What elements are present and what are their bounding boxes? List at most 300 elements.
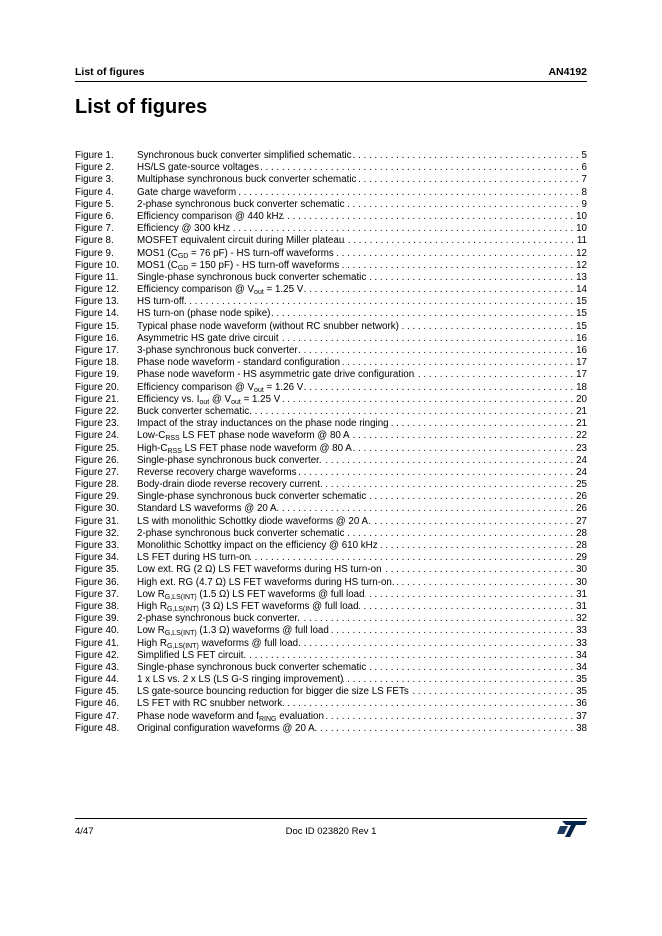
- figure-entry[interactable]: [75, 150, 587, 162]
- figure-number: Figure 26.: [75, 454, 120, 466]
- figure-entry[interactable]: [75, 711, 587, 723]
- figure-entry[interactable]: [75, 613, 587, 625]
- figure-entry[interactable]: [75, 248, 587, 260]
- caption-text: LS FET phase node waveform @ 80 A: [181, 442, 352, 454]
- caption-text: Multiphase synchronous buck converter schematic: [137, 174, 357, 186]
- figure-entry[interactable]: [75, 503, 587, 515]
- dot-leader: [230, 223, 576, 235]
- figure-page: 12: [576, 247, 587, 259]
- caption-text: High R: [137, 637, 167, 649]
- figure-number: Figure 29.: [75, 491, 120, 503]
- caption-subscript: out: [254, 289, 264, 297]
- figure-page: 16: [576, 332, 587, 344]
- figure-number: Figure 23.: [75, 418, 120, 430]
- figure-caption: [137, 443, 352, 455]
- figure-page: 31: [576, 588, 587, 600]
- dot-leader: [250, 552, 576, 564]
- figure-caption: [137, 601, 359, 613]
- figure-entry[interactable]: [75, 187, 587, 199]
- figure-page: 35: [576, 674, 587, 686]
- figure-entry[interactable]: [75, 674, 587, 686]
- caption-text: Single-phase synchronous buck converter schematic: [137, 271, 367, 283]
- figure-number: Figure 45.: [75, 686, 120, 698]
- figure-caption: [137, 577, 395, 589]
- figure-entry[interactable]: [75, 345, 587, 357]
- figure-caption: [137, 467, 297, 479]
- figure-entry[interactable]: [75, 430, 587, 442]
- figure-page: 36: [576, 698, 587, 710]
- figure-number: Figure 32.: [75, 527, 120, 539]
- figure-entry[interactable]: [75, 418, 587, 430]
- figure-page: 31: [576, 600, 587, 612]
- figure-page: 16: [576, 345, 587, 356]
- figure-number: Figure 2.: [75, 162, 114, 174]
- figure-entry[interactable]: [75, 577, 587, 589]
- caption-text: High ext. RG (4.7 Ω) LS FET waveforms during HS turn-on.: [137, 576, 395, 588]
- figure-entry[interactable]: [75, 162, 587, 174]
- caption-text: Efficiency @ 300 kHz: [137, 223, 231, 235]
- dot-leader: [350, 430, 577, 442]
- figure-entry[interactable]: [75, 333, 587, 345]
- figure-number: Figure 36.: [75, 576, 120, 588]
- dot-leader: [389, 418, 576, 430]
- figure-caption: [137, 211, 283, 223]
- figure-entry[interactable]: [75, 589, 587, 601]
- dot-leader: [366, 491, 576, 503]
- figure-number: Figure 9.: [75, 247, 114, 259]
- caption-text: High-C: [137, 442, 168, 454]
- figure-page: 23: [576, 442, 587, 454]
- figure-caption: [137, 686, 409, 698]
- figure-entry[interactable]: [75, 284, 587, 296]
- caption-text: = 1.26 V: [263, 381, 304, 393]
- caption-subscript: G,LS(INT): [166, 642, 199, 650]
- figure-entry[interactable]: [75, 296, 587, 308]
- caption-text: Gate charge waveform: [137, 186, 237, 198]
- figure-page: 24: [576, 466, 587, 478]
- figure-page: 9: [581, 198, 587, 210]
- caption-text: Original configuration waveforms @ 20 A: [137, 722, 315, 734]
- figure-list: [75, 150, 587, 735]
- figure-caption: [137, 394, 280, 406]
- dot-leader: [236, 187, 581, 199]
- figure-caption: [137, 503, 277, 515]
- figure-entry[interactable]: [75, 698, 587, 710]
- figure-number: Figure 25.: [75, 442, 120, 454]
- figure-page: 33: [576, 637, 587, 649]
- dot-leader: [378, 540, 576, 552]
- dot-leader: [270, 308, 576, 320]
- caption-subscript: GD: [177, 264, 189, 272]
- figure-caption: [137, 711, 324, 723]
- figure-page: 13: [576, 271, 587, 283]
- figure-number: Figure 35.: [75, 564, 120, 576]
- figure-page: 30: [576, 576, 587, 588]
- figure-entry[interactable]: [75, 516, 587, 528]
- caption-subscript: G,LS(INT): [164, 593, 197, 601]
- caption-subscript: out: [231, 398, 241, 406]
- figure-page: 38: [576, 722, 587, 734]
- figure-caption: [137, 528, 344, 540]
- figure-caption: [137, 613, 300, 625]
- figure-entry[interactable]: [75, 552, 587, 564]
- caption-text: @ V: [209, 393, 232, 405]
- dot-leader: [279, 333, 577, 345]
- figure-caption: [137, 406, 252, 418]
- figure-number: Figure 20.: [75, 381, 120, 393]
- figure-caption: [137, 260, 339, 272]
- figure-page: 5: [581, 150, 587, 161]
- figure-page: 33: [576, 625, 587, 637]
- dot-leader: [339, 260, 576, 272]
- figure-number: Figure 15.: [75, 320, 120, 332]
- figure-entry[interactable]: [75, 723, 587, 735]
- figure-caption: [137, 638, 298, 650]
- figure-page: 32: [576, 613, 587, 625]
- figure-caption: [137, 321, 399, 333]
- caption-text: Phase node waveform and f: [137, 710, 259, 722]
- dot-leader: [343, 674, 576, 686]
- figure-page: 29: [576, 552, 587, 564]
- dot-leader: [371, 516, 576, 528]
- figure-page: 10: [576, 223, 587, 235]
- figure-caption: [137, 540, 378, 552]
- figure-entry[interactable]: [75, 394, 587, 406]
- figure-caption: [137, 272, 366, 284]
- figure-caption: [137, 589, 365, 601]
- figure-caption: [137, 369, 414, 381]
- figure-number: Figure 44.: [75, 674, 120, 686]
- dot-leader: [356, 174, 581, 186]
- figure-caption: [137, 516, 371, 528]
- figure-caption: [137, 674, 343, 686]
- figure-page: 21: [576, 418, 587, 430]
- figure-caption: [137, 418, 389, 430]
- figure-entry[interactable]: [75, 601, 587, 613]
- figure-entry[interactable]: [75, 443, 587, 455]
- figure-entry[interactable]: [75, 211, 587, 223]
- figure-page: 26: [576, 491, 587, 503]
- figure-caption: [137, 345, 298, 357]
- caption-text: Asymmetric HS gate drive circuit: [137, 332, 279, 344]
- figure-number: Figure 30.: [75, 503, 120, 515]
- header-doc-id: AN4192: [548, 66, 587, 78]
- figure-number: Figure 1.: [75, 150, 114, 161]
- figure-number: Figure 14.: [75, 308, 120, 320]
- caption-text: Low-C: [137, 430, 166, 442]
- figure-entry[interactable]: [75, 564, 587, 576]
- figure-caption: [137, 333, 279, 345]
- figure-page: 17: [576, 357, 587, 369]
- figure-number: Figure 21.: [75, 393, 120, 405]
- figure-caption: [137, 698, 282, 710]
- figure-caption: [137, 491, 366, 503]
- figure-entry[interactable]: [75, 321, 587, 333]
- figure-entry[interactable]: [75, 491, 587, 503]
- dot-leader: [352, 150, 582, 162]
- figure-entry[interactable]: [75, 223, 587, 235]
- caption-text: Phase node waveform - HS asymmetric gate drive configuration: [137, 369, 415, 381]
- figure-page: 15: [576, 308, 587, 320]
- dot-leader: [298, 345, 576, 357]
- dot-leader: [395, 577, 576, 589]
- caption-subscript: out: [199, 398, 210, 406]
- header-rule: [75, 81, 587, 82]
- dot-leader: [259, 162, 582, 174]
- caption-text: 1 x LS vs. 2 x LS (LS G-S ringing improvement): [137, 674, 344, 686]
- caption-text: HS turn-off: [137, 296, 185, 308]
- figure-caption: [137, 650, 246, 662]
- caption-text: = 76 pF) - HS turn-off waveforms: [188, 247, 334, 259]
- caption-text: 2-phase synchronous buck converter.: [137, 613, 300, 625]
- figure-caption: [137, 296, 184, 308]
- figure-caption: [137, 248, 334, 260]
- figure-caption: [137, 564, 382, 576]
- figure-entry[interactable]: [75, 382, 587, 394]
- figure-caption: [137, 162, 259, 174]
- figure-entry[interactable]: [75, 662, 587, 674]
- caption-text: Low R: [137, 588, 165, 600]
- dot-leader: [324, 711, 576, 723]
- figure-caption: [137, 625, 329, 637]
- figure-page: 30: [576, 564, 587, 576]
- caption-text: Buck converter schematic.: [137, 405, 252, 417]
- dot-leader: [366, 272, 576, 284]
- figure-number: Figure 43.: [75, 661, 120, 673]
- figure-caption: [137, 199, 344, 211]
- dot-leader: [399, 321, 576, 333]
- figure-page: 28: [576, 540, 587, 551]
- figure-entry[interactable]: [75, 406, 587, 418]
- figure-page: 24: [576, 454, 587, 466]
- dot-leader: [315, 723, 576, 735]
- figure-caption: [137, 308, 270, 320]
- figure-entry[interactable]: [75, 272, 587, 284]
- dot-leader: [282, 698, 576, 710]
- figure-number: Figure 27.: [75, 466, 120, 478]
- dot-leader: [382, 564, 577, 576]
- figure-number: Figure 31.: [75, 515, 120, 527]
- caption-text: Phase node waveform - standard configuration: [137, 357, 341, 369]
- caption-text: Efficiency vs. I: [137, 393, 200, 405]
- caption-text: Standard LS waveforms @ 20 A: [137, 503, 277, 515]
- figure-caption: [137, 284, 303, 296]
- caption-text: (1.5 Ω) LS FET waveforms @ full load: [196, 588, 365, 600]
- caption-text: 2-phase synchronous buck converter schematic: [137, 198, 345, 210]
- caption-text: Simplified LS FET circuit.: [137, 649, 247, 661]
- figure-entry[interactable]: [75, 650, 587, 662]
- caption-text: HS/LS gate-source voltages: [137, 162, 259, 174]
- figure-entry[interactable]: [75, 625, 587, 637]
- caption-text: Efficiency comparison @ V: [137, 284, 255, 296]
- caption-text: (3 Ω) LS FET waveforms @ full load: [198, 600, 359, 612]
- dot-leader: [359, 601, 577, 613]
- caption-text: Low ext. RG (2 Ω) LS FET waveforms during HS turn-on: [137, 564, 382, 576]
- figure-page: 25: [576, 479, 587, 491]
- dot-leader: [322, 455, 576, 467]
- dot-leader: [365, 589, 577, 601]
- figure-page: 37: [576, 710, 587, 722]
- figure-page: 26: [576, 503, 587, 515]
- caption-text: Low R: [137, 625, 165, 637]
- figure-number: Figure 24.: [75, 430, 120, 442]
- figure-number: Figure 8.: [75, 235, 114, 247]
- dot-leader: [352, 443, 576, 455]
- figure-page: 15: [576, 296, 587, 308]
- figure-entry[interactable]: [75, 686, 587, 698]
- figure-entry[interactable]: [75, 357, 587, 369]
- figure-entry[interactable]: [75, 199, 587, 211]
- figure-page: 34: [576, 649, 587, 661]
- dot-leader: [297, 467, 577, 479]
- dot-leader: [277, 503, 577, 515]
- caption-text: LS FET phase node waveform @ 80 A: [179, 430, 350, 442]
- caption-subscript: GD: [177, 252, 189, 260]
- figure-number: Figure 42.: [75, 649, 120, 661]
- figure-page: 21: [576, 405, 587, 417]
- caption-text: Single-phase synchronous buck converter schematic: [137, 661, 367, 673]
- figure-number: Figure 11.: [75, 271, 119, 283]
- dot-leader: [283, 211, 576, 223]
- caption-subscript: RSS: [165, 435, 180, 443]
- figure-page: 17: [576, 369, 587, 381]
- figure-caption: [137, 662, 366, 674]
- figure-number: Figure 17.: [75, 345, 120, 356]
- caption-text: HS turn-on (phase node spike): [137, 308, 271, 320]
- figure-entry[interactable]: [75, 540, 587, 552]
- caption-subscript: G,LS(INT): [164, 630, 197, 638]
- header-section-title: List of figures: [75, 66, 145, 78]
- figure-entry[interactable]: [75, 479, 587, 491]
- dot-leader: [414, 369, 576, 381]
- figure-number: Figure 3.: [75, 174, 114, 186]
- figure-number: Figure 22.: [75, 405, 120, 417]
- figure-number: Figure 48.: [75, 722, 120, 734]
- figure-caption: [137, 150, 352, 162]
- figure-number: Figure 37.: [75, 588, 120, 600]
- figure-caption: [137, 235, 344, 247]
- caption-text: Efficiency comparison @ V: [137, 381, 255, 393]
- figure-number: Figure 18.: [75, 357, 120, 369]
- footer-doc-id: Doc ID 023820 Rev 1: [285, 826, 377, 837]
- dot-leader: [344, 528, 576, 540]
- dot-leader: [344, 235, 577, 247]
- dot-leader: [280, 394, 576, 406]
- figure-page: 6: [581, 162, 587, 174]
- caption-text: Synchronous buck converter simplified schematic: [137, 150, 352, 161]
- caption-subscript: G,LS(INT): [166, 605, 199, 613]
- figure-caption: [137, 357, 340, 369]
- figure-number: Figure 34.: [75, 552, 120, 564]
- figure-caption: [137, 430, 350, 442]
- figure-page: 11: [576, 235, 587, 247]
- page-title: List of figures: [75, 96, 208, 118]
- caption-subscript: RING: [259, 715, 277, 723]
- caption-text: LS with monolithic Schottky diode waveforms @ 20 A.: [137, 515, 371, 527]
- caption-text: waveforms @ full load: [198, 637, 299, 649]
- caption-text: evaluation: [276, 710, 324, 722]
- figure-entry[interactable]: [75, 638, 587, 650]
- figure-caption: [137, 723, 315, 735]
- figure-page: 27: [576, 515, 587, 527]
- figure-entry[interactable]: [75, 260, 587, 272]
- figure-number: Figure 16.: [75, 332, 120, 344]
- figure-caption: [137, 455, 322, 467]
- caption-text: Impact of the stray inductances on the phase node ringing: [137, 418, 389, 430]
- figure-page: 18: [576, 381, 587, 393]
- caption-text: MOS1 (C: [137, 247, 178, 259]
- figure-number: Figure 41.: [75, 637, 120, 649]
- caption-text: Efficiency comparison @ 440 kHz: [137, 210, 284, 222]
- figure-page: 7: [581, 174, 587, 186]
- dot-leader: [329, 625, 576, 637]
- caption-text: 2-phase synchronous buck converter schematic: [137, 527, 345, 539]
- caption-text: = 1.25 V: [240, 393, 281, 405]
- caption-text: LS FET with RC snubber network: [137, 698, 283, 710]
- caption-text: Body-drain diode reverse recovery current.: [137, 479, 323, 491]
- figure-entry[interactable]: [75, 369, 587, 381]
- caption-text: High R: [137, 600, 167, 612]
- figure-caption: [137, 174, 356, 186]
- figure-number: Figure 39.: [75, 613, 120, 625]
- figure-number: Figure 12.: [75, 284, 120, 296]
- figure-page: 15: [576, 320, 587, 332]
- caption-subscript: RSS: [167, 447, 182, 455]
- figure-number: Figure 6.: [75, 210, 114, 222]
- figure-number: Figure 7.: [75, 223, 114, 235]
- figure-page: 10: [576, 210, 587, 222]
- page-number: 4/47: [75, 826, 94, 837]
- figure-entry[interactable]: [75, 455, 587, 467]
- caption-subscript: out: [254, 386, 264, 394]
- figure-page: 22: [576, 430, 587, 442]
- figure-number: Figure 33.: [75, 540, 120, 551]
- caption-text: Single-phase synchronous buck converter schematic: [137, 491, 367, 503]
- dot-leader: [323, 479, 576, 491]
- dot-leader: [366, 662, 576, 674]
- caption-text: Single-phase synchronous buck converter.: [137, 454, 322, 466]
- caption-text: (1.3 Ω) waveforms @ full load: [196, 625, 329, 637]
- figure-number: Figure 40.: [75, 625, 120, 637]
- figure-number: Figure 5.: [75, 198, 114, 210]
- caption-text: 3-phase synchronous buck converter: [137, 345, 298, 356]
- figure-entry[interactable]: [75, 174, 587, 186]
- figure-page: 35: [576, 686, 587, 698]
- dot-leader: [303, 284, 576, 296]
- st-logo-icon: [556, 820, 588, 838]
- figure-entry[interactable]: [75, 467, 587, 479]
- dot-leader: [409, 686, 576, 698]
- caption-text: MOSFET equivalent circuit during Miller plateau: [137, 235, 345, 247]
- figure-number: Figure 46.: [75, 698, 120, 710]
- figure-entry[interactable]: [75, 528, 587, 540]
- figure-caption: [137, 187, 236, 199]
- figure-page: 28: [576, 527, 587, 539]
- figure-entry[interactable]: [75, 308, 587, 320]
- dot-leader: [303, 382, 576, 394]
- figure-page: 8: [581, 186, 587, 198]
- figure-page: 14: [576, 284, 587, 296]
- figure-number: Figure 38.: [75, 600, 120, 612]
- caption-text: = 150 pF) - HS turn-off waveforms: [188, 259, 340, 271]
- figure-page: 20: [576, 393, 587, 405]
- figure-number: Figure 13.: [75, 296, 120, 308]
- figure-entry[interactable]: [75, 235, 587, 247]
- figure-page: 34: [576, 661, 587, 673]
- caption-text: MOS1 (C: [137, 259, 178, 271]
- dot-leader: [184, 296, 576, 308]
- figure-caption: [137, 382, 303, 394]
